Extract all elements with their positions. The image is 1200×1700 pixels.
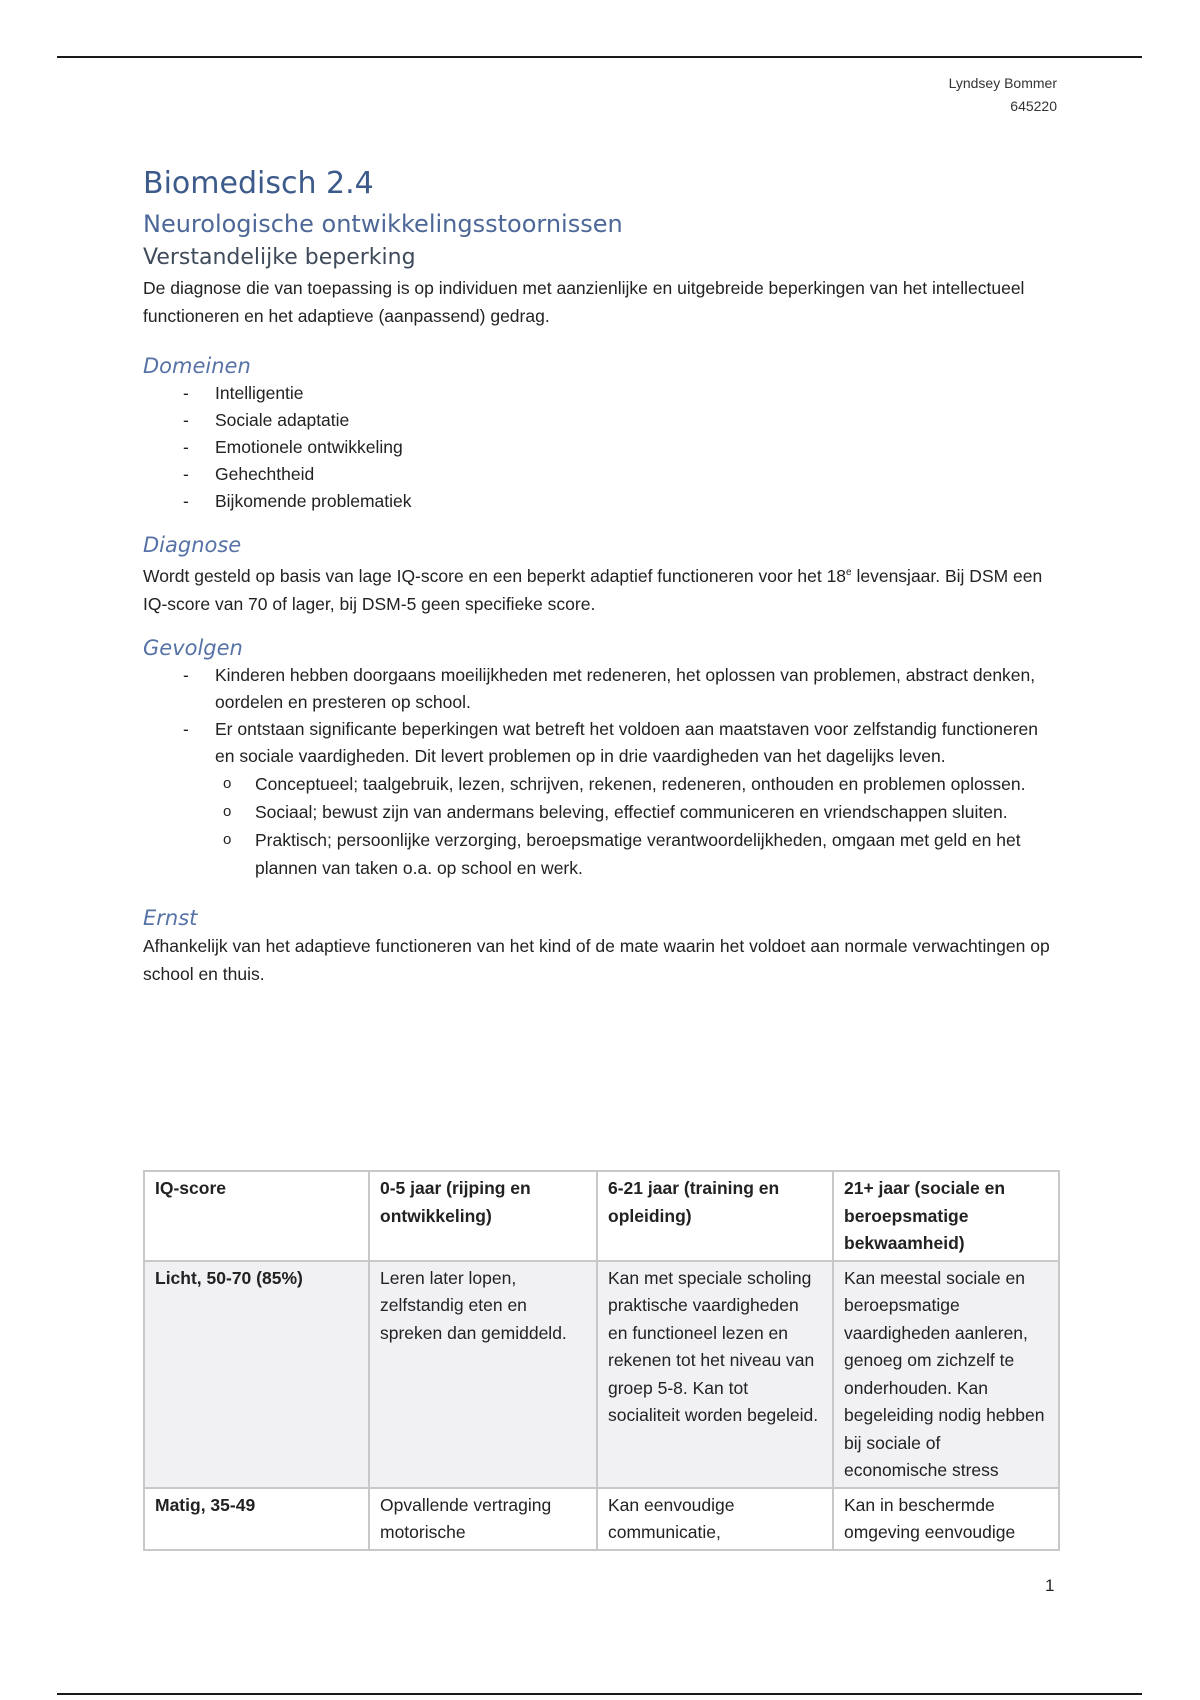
dash-bullet-icon: - [183,664,189,685]
table-header-row [144,1171,1059,1261]
table-cell: Opvallende vertraging motorische [369,1488,597,1550]
table-cell-iq-level: Matig, 35-49 [144,1488,369,1550]
domeinen-list [143,380,1058,515]
dash-bullet-icon: - [183,718,189,739]
diagnose-paragraph: Wordt gesteld op basis van lage IQ-score en een beperkt adaptief functioneren voor het 18e levensjaar. Bij DSM een IQ-score van 70 of lager, bij DSM-5 geen specifieke score. [143,565,1043,614]
table-row [144,1488,1059,1550]
footer-rule [57,1693,1142,1695]
list-item: - Er ontstaan significante beperkingen wat betreft het voldoen aan maatstaven voor zelfstandig functioneren en sociale vaardigheden. Dit levert problemen op in drie vaardigheden van het dagelijks leven. o Conceptueel; taalgebruik, lezen, schrijven, rekenen, redeneren, onthouden en problemen oplossen. o Sociaal; bewust zijn van andermans beleving, effectief communiceren en vriendschappen sluiten. o Praktisch; persoonlijke verzorging, beroepsmatige verantwoordelijkheden, omgaan met geld en het plannen van taken o.a. op school en werk. [183,716,1058,882]
author-name: Lyndsey Bommer [948,75,1057,91]
dash-bullet-icon: - [183,464,189,484]
list-item: - Bijkomende problematiek [183,488,1058,515]
circle-bullet-icon: o [223,774,232,792]
dash-bullet-icon: - [183,437,189,457]
gevolgen-sublist [183,770,1058,882]
gevolgen-list [143,662,1058,882]
circle-bullet-icon: o [223,802,232,820]
table-cell: Kan met speciale scholing praktische vaardigheden en functioneel lezen en rekenen tot het niveau van groep 5-8. Kan tot socialiteit worden begeleid. [597,1261,833,1488]
document-title: Biomedisch 2.4 [143,166,374,201]
sub-list-item: o Sociaal; bewust zijn van andermans beleving, effectief communiceren en vriendschappen sluiten. [223,798,1058,826]
list-item: - Emotionele ontwikkeling [183,434,1058,461]
table-cell: Kan in beschermde omgeving eenvoudige [833,1488,1059,1550]
section-title: Verstandelijke beperking [143,245,416,270]
heading-gevolgen: Gevolgen [143,635,243,660]
document-subtitle: Neurologische ontwikkelingsstoornissen [143,210,623,238]
header-rule [57,56,1142,58]
intro-paragraph: De diagnose die van toepassing is op individuen met aanzienlijke en uitgebreide beperkingen van het intellectueel functioneren en het adaptieve (aanpassend) gedrag. [143,278,1025,326]
table-header-cell: 6-21 jaar (training en opleiding) [597,1171,833,1261]
table-header-cell: IQ-score [144,1171,369,1261]
list-item: - Intelligentie [183,380,1058,407]
page-number: 1 [1045,1576,1055,1595]
dash-bullet-icon: - [183,383,189,403]
table-row [144,1261,1059,1488]
heading-domeinen: Domeinen [143,354,251,378]
sub-list-item: o Conceptueel; taalgebruik, lezen, schrijven, rekenen, redeneren, onthouden en problemen oplossen. [223,770,1058,798]
heading-ernst: Ernst [143,905,198,930]
table-cell-iq-level: Licht, 50-70 (85%) [144,1261,369,1488]
dash-bullet-icon: - [183,410,189,430]
table-cell: Leren later lopen, zelfstandig eten en spreken dan gemiddeld. [369,1261,597,1488]
sub-list-item: o Praktisch; persoonlijke verzorging, beroepsmatige verantwoordelijkheden, omgaan met geld en het plannen van taken o.a. op school en werk. [223,826,1058,882]
student-number: 645220 [1010,98,1057,114]
severity-table [143,1170,1060,1551]
list-item: - Gehechtheid [183,461,1058,488]
list-item: - Kinderen hebben doorgaans moeilijkheden met redeneren, het oplossen van problemen, abstract denken, oordelen en presteren op school. [183,662,1058,716]
list-item: - Sociale adaptatie [183,407,1058,434]
table-header-cell: 0-5 jaar (rijping en ontwikkeling) [369,1171,597,1261]
table-cell: Kan eenvoudige communicatie, [597,1488,833,1550]
document-body [143,162,1058,988]
heading-diagnose: Diagnose [143,533,242,557]
table-cell: Kan meestal sociale en beroepsmatige vaardigheden aanleren, genoeg om zichzelf te onderhouden. Kan begeleiding nodig hebben bij sociale of economische stress [833,1261,1059,1488]
ernst-paragraph: Afhankelijk van het adaptieve functioneren van het kind of de mate waarin het voldoet aan normale verwachtingen op school en thuis. [143,935,1050,984]
page-header [949,72,1057,118]
dash-bullet-icon: - [183,491,189,511]
table-header-cell: 21+ jaar (sociale en beroepsmatige bekwaamheid) [833,1171,1059,1261]
ordinal-superscript: e [846,567,852,578]
circle-bullet-icon: o [223,830,232,848]
